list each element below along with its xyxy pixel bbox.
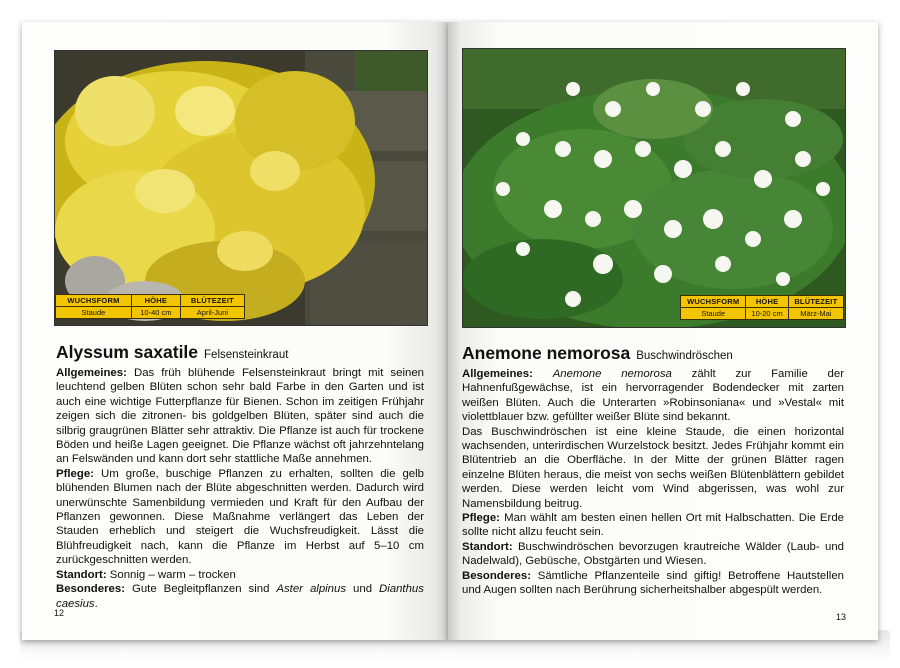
anemone-body: [462, 367, 844, 598]
text-standort: Buschwindröschen bevorzugen krautreiche Wälder (Laub- und Nadelwald), Gebüsche, Obstgärten und Wiesen.: [462, 540, 844, 568]
anemone-info-table: [680, 295, 844, 320]
value-bluetezeit: April-Juni: [180, 307, 244, 319]
anemone-illustration: [463, 49, 845, 327]
label-allgemeines: Allgemeines:: [462, 368, 533, 380]
label-allgemeines: Allgemeines:: [56, 367, 127, 379]
section-pflege: [56, 467, 424, 568]
label-pflege: Pflege:: [56, 467, 94, 480]
section-allgemeines-cont: Das Buschwindröschen ist eine kleine Staude, die einen horizontal wachsenden, unterirdischen Wurzelstock besitzt. Jedes Frühjahr kommt ein Blütentrieb an die Oberfläche. In der Mitte der grünen Blätter ragen einzelne Blüten heraus, die meist von sechs weißen Blütenblättern gebildet werden. Diese werden leicht vom Wind abgerissen, was wohl zur Namensbildung beitrug.: [462, 425, 844, 510]
header-bluetezeit: BLÜTEZEIT: [788, 296, 843, 308]
header-wuchsform: WUCHSFORM: [56, 295, 132, 307]
latin-name: Anemone nemorosa: [462, 343, 631, 363]
right-page: [448, 22, 878, 640]
text-besonderes: Sämtliche Pflanzenteile sind giftig! Betroffene Hautstellen und Augen sollten nach Berührung sicherheitshalber abgespült werden.: [462, 569, 844, 597]
value-hoehe: 10-20 cm: [746, 308, 788, 320]
anemone-photo: [462, 48, 846, 328]
common-name: Buschwindröschen: [636, 350, 733, 362]
text-pflege: Man wählt am besten einen hellen Ort mit Halbschatten. Die Erde sollte nicht allzu feucht sein.: [462, 512, 844, 539]
header-wuchsform: WUCHSFORM: [681, 296, 746, 308]
anemone-title: [462, 343, 733, 364]
alyssum-photo: [54, 50, 428, 326]
label-standort: Standort:: [56, 568, 107, 581]
section-standort: [462, 540, 844, 569]
text-besonderes-species2: Dianthus caesius: [56, 583, 424, 610]
text-besonderes-species1: Aster alpinus: [276, 583, 347, 596]
value-hoehe: 10-40 cm: [131, 307, 180, 319]
page-number-right: 13: [836, 612, 847, 622]
alyssum-illustration: [55, 51, 427, 325]
section-pflege: [462, 511, 844, 540]
alyssum-title: [56, 342, 288, 363]
text-pflege: Um große, buschige Pflanzen zu erhalten, sollten die gelb blühenden Blumen nach der Blüte abgeschnitten werden. Dadurch wird unerwünschte Samenbildung vermieden und Kraft für den Aufbau der Pflanzen gewonnen. Diese Maßnahme verlängert das Leben der Stauden erheblich und steigert die Wuchsfreudigkeit. Lässt die Blühfreudigkeit nach, kann die Pflanze im Herbst auf 5–10 cm zurückgeschnitten werden.: [56, 467, 424, 567]
section-standort: [56, 568, 424, 582]
value-wuchsform: Staude: [56, 307, 132, 319]
section-besonderes: [56, 582, 424, 611]
header-bluetezeit: BLÜTEZEIT: [180, 295, 244, 307]
alyssum-body: [56, 366, 424, 611]
value-bluetezeit: März-Mai: [788, 308, 843, 320]
section-allgemeines: [56, 366, 424, 467]
label-standort: Standort:: [462, 540, 513, 553]
common-name: Felsensteinkraut: [204, 349, 289, 361]
text-besonderes-mid: und: [346, 583, 379, 596]
section-besonderes: [462, 569, 844, 598]
text-allgemeines-species: Anemone nemorosa: [552, 368, 672, 380]
text-besonderes-pre: Gute Begleitpflanzen sind: [125, 583, 277, 596]
section-allgemeines: [462, 367, 844, 425]
text-standort: Sonnig – warm – trocken: [106, 568, 236, 581]
left-page: [22, 22, 448, 640]
page-number-left: 12: [54, 608, 65, 618]
text-allgemeines: zählt zur Familie der Hahnenfußgewächse, ist ein hervorragender Bodendecker mit zarten weißen Blüten. Auch die Unterarten »Robinsoniana« und »Vestal« mit violettblauer bzw. gefüllter weißer Blüte sind bekannt.: [462, 368, 845, 424]
header-hoehe: HÖHE: [131, 295, 180, 307]
text-allgemeines-pre: [533, 368, 553, 380]
label-besonderes: Besonderes:: [462, 569, 532, 582]
text-besonderes-end: .: [94, 597, 98, 610]
header-hoehe: HÖHE: [746, 296, 788, 308]
alyssum-info-table: [55, 294, 245, 319]
label-besonderes: Besonderes:: [56, 583, 126, 596]
label-pflege: Pflege:: [462, 512, 500, 525]
text-allgemeines: Das früh blühende Felsensteinkraut bringt mit seinen leuchtend gelben Blüten schon sehr bald Farbe in den Garten und ist auch eine wichtige Futterpflanze für Bienen. Schon im zeitigen Frühjahr zeigen sich die zitronen- bis goldgelben Blüten, später sind auch die silbrig graugrünen Blätter sehr attraktiv. Die Pflanze ist auch für trockene Böden und heiße Lagen geeignet. Die Pflanze wächst oft jahrzehntelang an Felswänden und kann dort sehr stattliche Maße annehmen.: [56, 367, 424, 466]
value-wuchsform: Staude: [681, 308, 746, 320]
latin-name: Alyssum saxatile: [56, 342, 199, 362]
